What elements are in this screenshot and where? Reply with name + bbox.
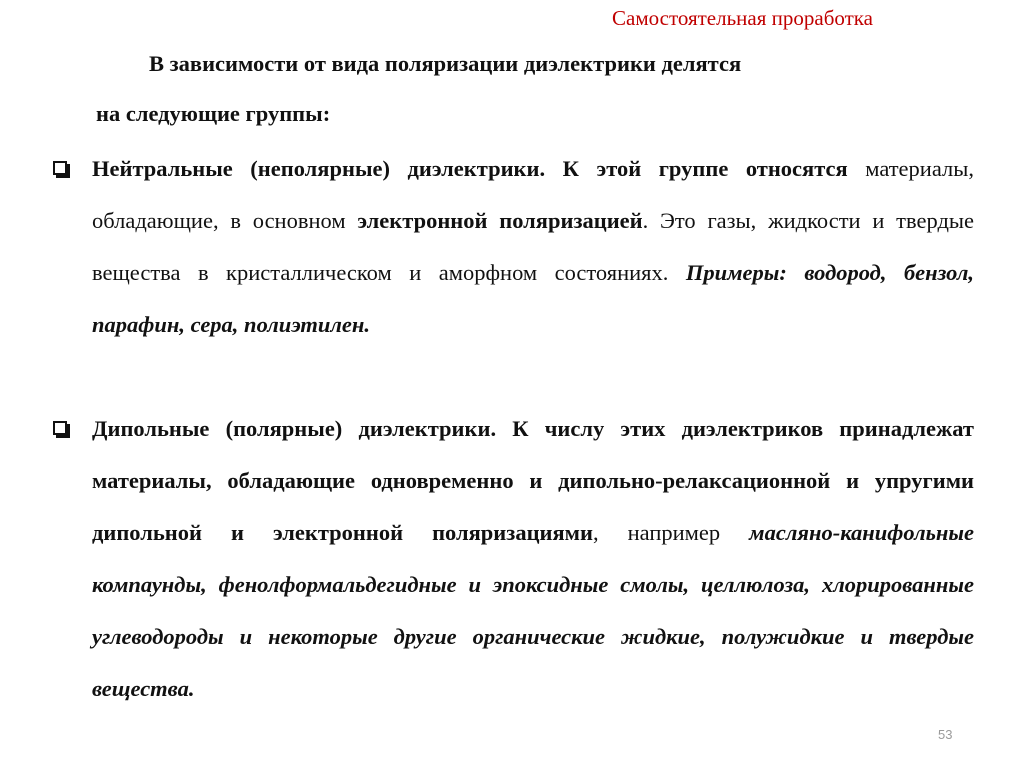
heading-line-1: В зависимости от вида поляризации диэлектрики делятся <box>149 51 742 76</box>
item-text: . Это газы, жидкости и твердые вещества в кристаллическом и аморфном состояниях. <box>92 208 974 285</box>
examples-label: Примеры: <box>685 260 787 285</box>
page-number: 53 <box>938 727 953 742</box>
heading-line-2: на следующие группы: <box>96 101 331 126</box>
item-title: Дипольные (полярные) диэлектрики. К числу этих диэлектриков принадлежат <box>92 416 974 441</box>
checkbox-bullet-icon <box>53 161 67 175</box>
item-text: , например <box>592 520 750 545</box>
item-text: материалы, обладающие одновременно и <box>92 468 559 493</box>
item-term: дипольно-релаксационной и упругими дипольной и электронной поляризациями <box>92 468 974 545</box>
list-item-dipole-dielectrics <box>92 403 974 715</box>
examples-list: водород, бензол, парафин, сера, полиэтилен. <box>92 260 974 337</box>
checkbox-bullet-icon <box>53 421 67 435</box>
item-text: материалы, обладающие, в основном <box>92 156 974 233</box>
item-title: Нейтральные (неполярные) диэлектрики. К этой группе относятся <box>92 156 848 181</box>
self-study-note: Самостоятельная проработка <box>612 6 873 30</box>
item-term: электронной поляризацией <box>357 208 643 233</box>
examples-list: масляно-канифольные компаунды, фенолформальдегидные и эпоксидные смолы, целлюлоза, хлорированные углеводороды и некоторые другие органические жидкие, полужидкие и твердые вещества. <box>92 520 975 701</box>
list-item-neutral-dielectrics <box>92 143 974 351</box>
